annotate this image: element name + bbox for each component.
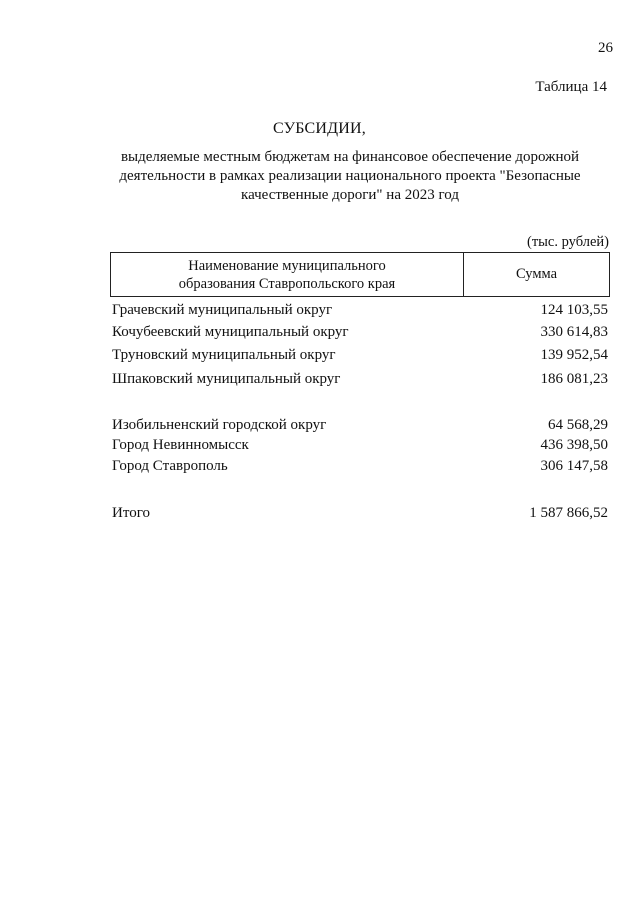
row-name: Кочубеевский муниципальный округ (112, 324, 349, 340)
table-header (110, 252, 610, 297)
document-subtitle (100, 148, 600, 205)
total-label: Итого (112, 505, 150, 521)
table-row (112, 458, 608, 475)
document-title: СУБСИДИИ, (273, 120, 366, 137)
header-sum-column: Сумма (515, 266, 558, 282)
row-amount: 139 952,54 (540, 347, 608, 363)
table-row (112, 417, 608, 434)
table-row (112, 347, 608, 364)
table-row (112, 324, 608, 341)
total-row (112, 505, 608, 522)
table-row (112, 437, 608, 454)
subtitle-line-2: деятельности в рамках реализации национального проекта "Безопасные (119, 168, 581, 184)
units-label: (тыс. рублей) (527, 234, 609, 250)
row-name: Город Невинномысск (112, 437, 249, 453)
header-name-column (111, 253, 464, 296)
row-amount: 330 614,83 (540, 324, 608, 340)
table-row (112, 302, 608, 319)
row-amount: 306 147,58 (540, 458, 608, 474)
row-name: Шпаковский муниципальный округ (112, 371, 341, 387)
row-amount: 124 103,55 (540, 302, 608, 318)
header-name-line-2: образования Ставропольского края (178, 275, 396, 292)
row-name: Труновский муниципальный округ (112, 347, 336, 363)
subtitle-line-1: выделяемые местным бюджетам на финансовое обеспечение дорожной (120, 149, 580, 165)
row-name: Изобильненский городской округ (112, 417, 327, 433)
row-name: Грачевский муниципальный округ (112, 302, 333, 318)
row-amount: 64 568,29 (548, 417, 608, 433)
table-row (112, 371, 608, 388)
row-amount: 436 398,50 (540, 437, 608, 453)
table-label: Таблица 14 (535, 79, 607, 95)
row-amount: 186 081,23 (540, 371, 608, 387)
row-name: Город Ставрополь (112, 458, 228, 474)
page-number: 26 (598, 40, 613, 56)
subtitle-line-3: качественные дороги" на 2023 год (241, 187, 459, 203)
header-name-line-1: Наименование муниципального (188, 257, 386, 274)
total-amount: 1 587 866,52 (529, 505, 608, 521)
